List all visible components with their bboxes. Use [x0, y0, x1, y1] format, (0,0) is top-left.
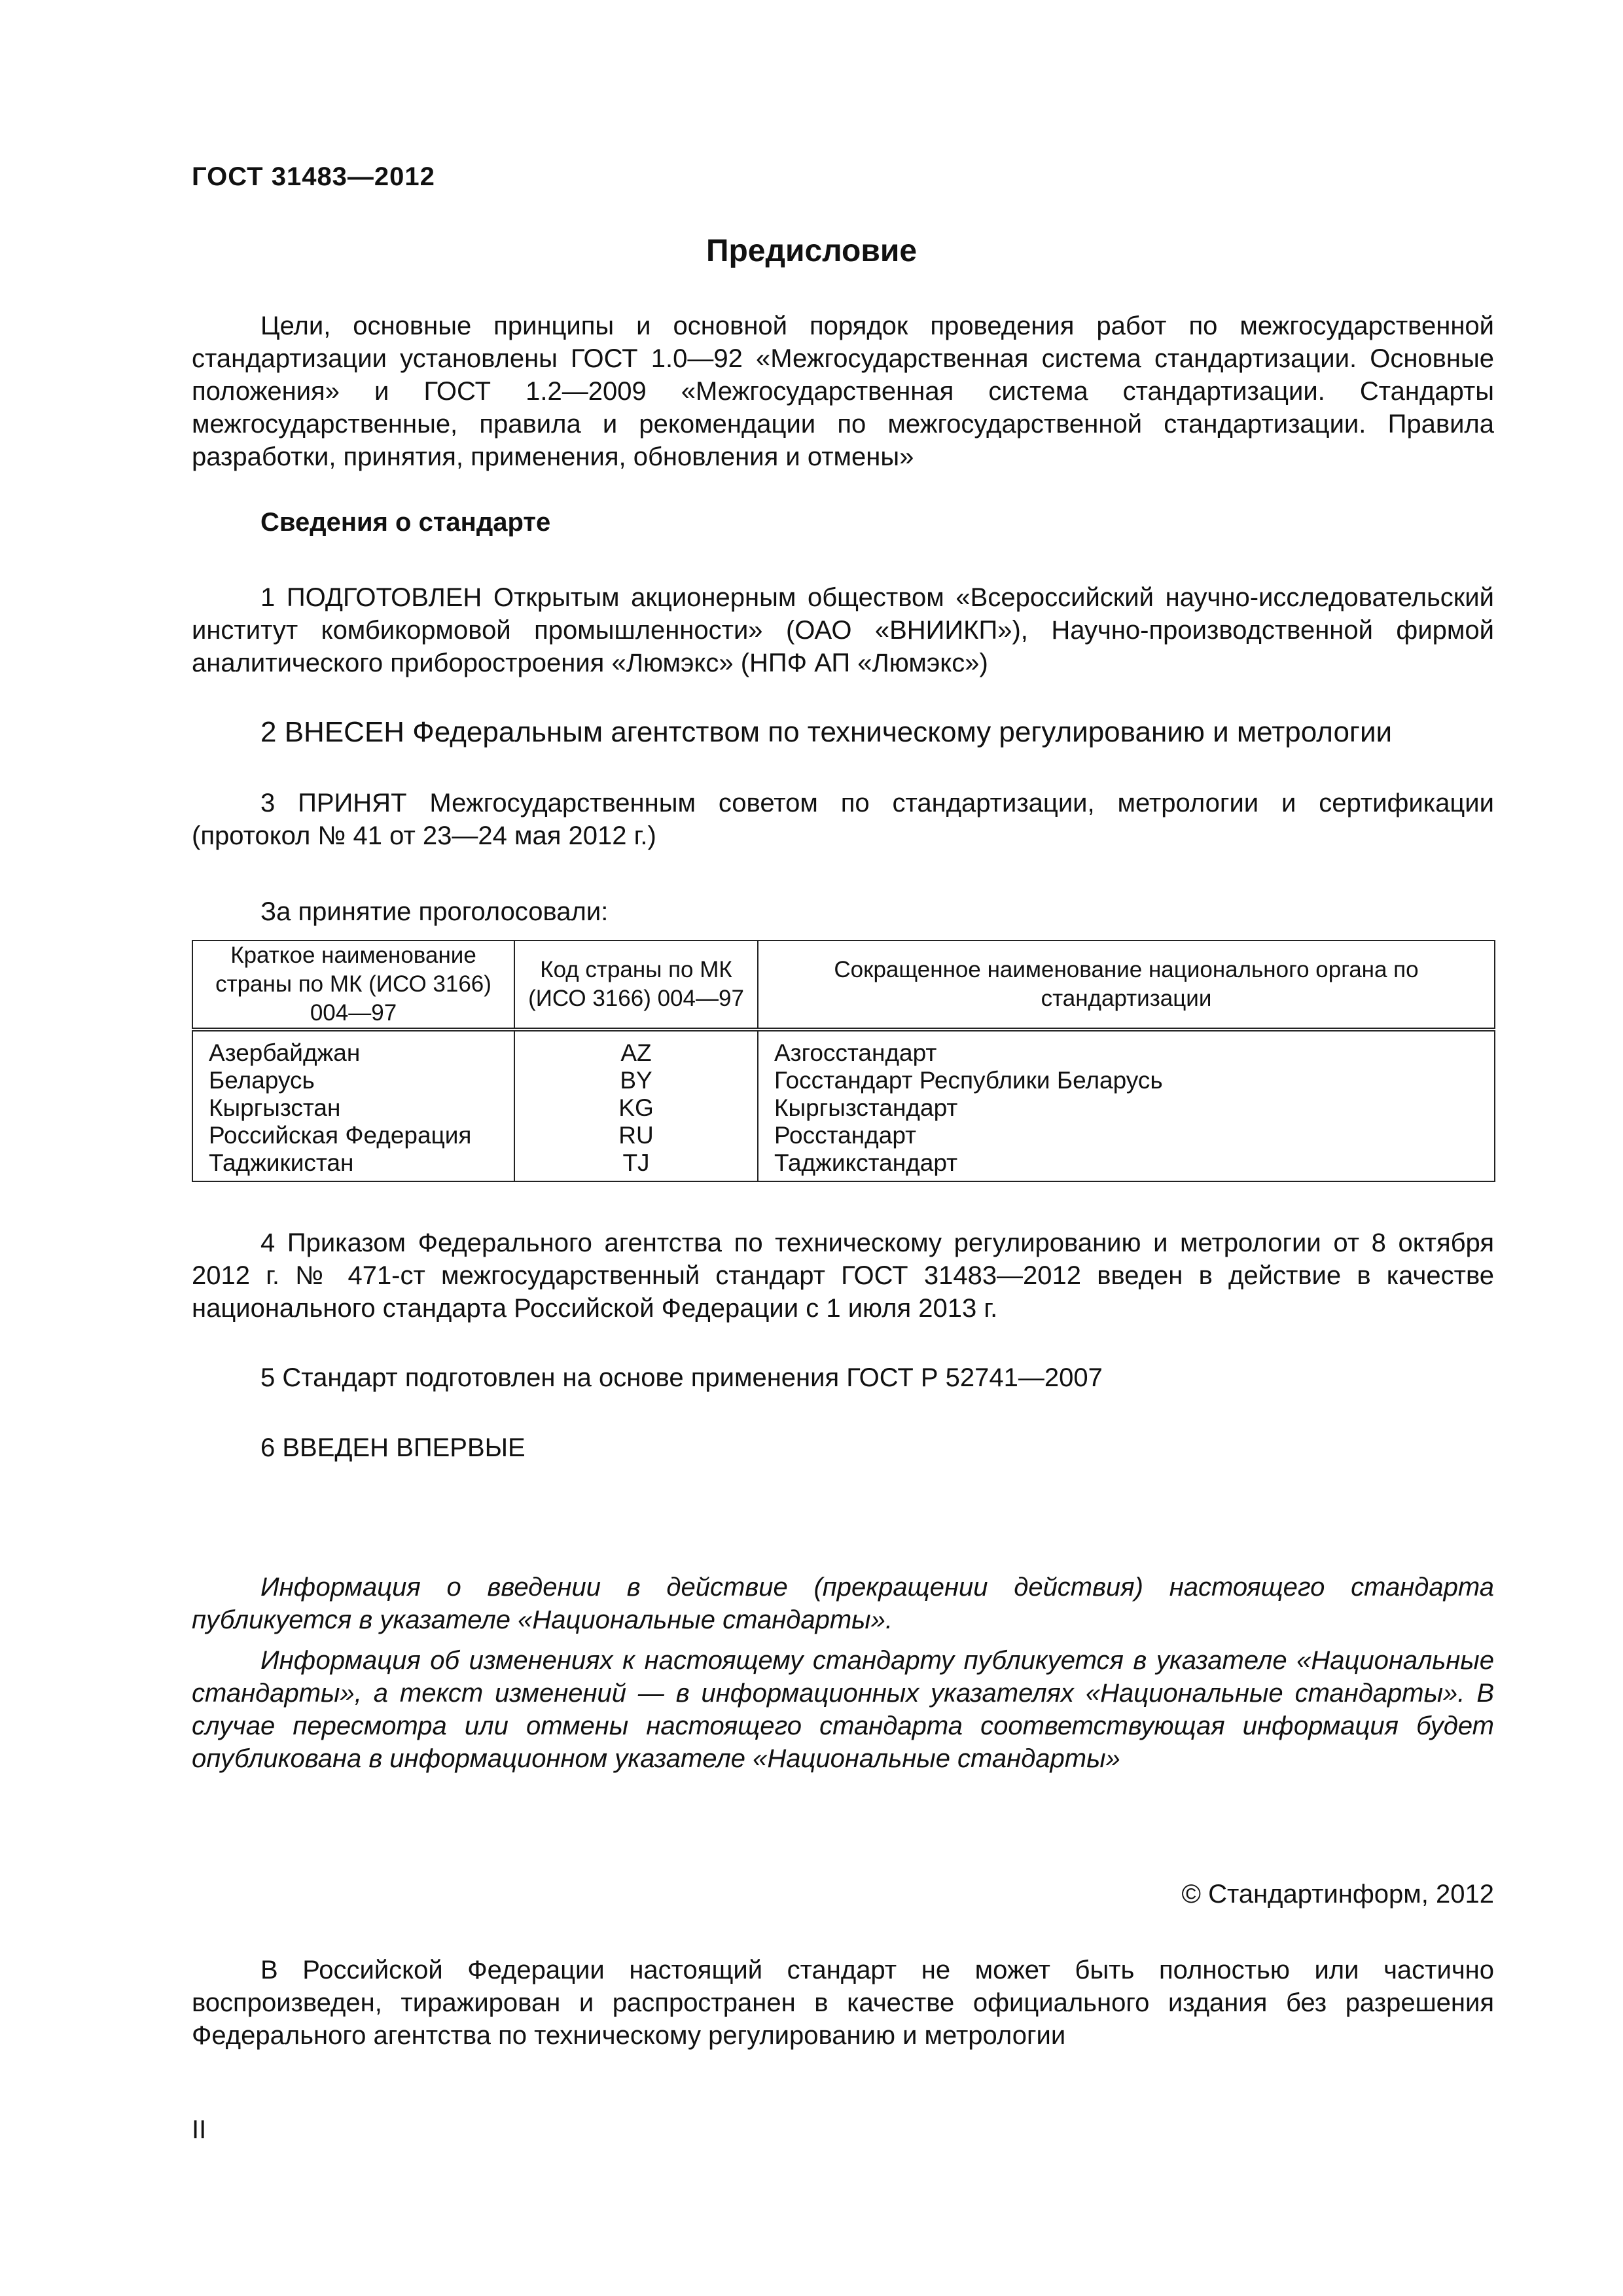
- code-cell: RU: [514, 1122, 758, 1149]
- code-cell: AZ: [514, 1030, 758, 1067]
- item-1-prepared: 1 ПОДГОТОВЛЕН Открытым акционерным обществом «Всероссийский научно-исследовательский институт комбикормовой промышленности» (ОАО «ВНИИКП»), Научно-производственной фирмой аналитического приборостроения «Люмэкс» (НПФ АП «Люмэкс»): [192, 583, 1494, 677]
- national-body-cell: Азгосстандарт: [758, 1030, 1495, 1067]
- code-cell: KG: [514, 1094, 758, 1122]
- country-cell: Кыргызстан: [192, 1094, 514, 1122]
- country-cell: Российская Федерация: [192, 1122, 514, 1149]
- country-cell: Таджикистан: [192, 1149, 514, 1181]
- vote-table-header: [192, 941, 1495, 1030]
- header-national-body: Сокращенное наименование национального органа по стандартизации: [758, 941, 1495, 1030]
- note-changes-info: Информация об изменениях к настоящему стандарту публикуется в указателе «Национальные стандарты», а текст изменений — в информационных указателях «Национальные стандарты». В случае пересмотра или отмены настоящего стандарта соответствующая информация будет опубликована в информационном указателе «Национальные стандарты»: [192, 1646, 1494, 1773]
- item-2-submitted: 2 ВНЕСЕН Федеральным агентством по техническому регулированию и метрологии: [260, 716, 1393, 748]
- table-row: [192, 1149, 1495, 1181]
- item-5-basis: 5 Стандарт подготовлен на основе применения ГОСТ Р 52741—2007: [260, 1363, 1103, 1392]
- document-code: ГОСТ 31483—2012: [192, 162, 435, 191]
- table-row: [192, 1122, 1495, 1149]
- intro-paragraph: Цели, основные принципы и основной порядок проведения работ по межгосударственной стандартизации установлены ГОСТ 1.0—92 «Межгосударственная система стандартизации. Основные положения» и ГОСТ 1.2—2009 «Межгосударственная система стандартизации. Стандарты межгосударственные, правила и рекомендации по межгосударственной стандартизации. Правила разработки, принятия, применения, обновления и отмены»: [192, 312, 1494, 471]
- code-cell: TJ: [514, 1149, 758, 1181]
- item-6-introduced: 6 ВВЕДЕН ВПЕРВЫЕ: [260, 1433, 526, 1462]
- item-3-adopted: 3 ПРИНЯТ Межгосударственным советом по стандартизации, метрологии и сертификации (протокол № 41 от 23—24 мая 2012 г.): [192, 789, 1494, 850]
- national-body-cell: Госстандарт Республики Беларусь: [758, 1067, 1495, 1094]
- info-heading: Сведения о стандарте: [260, 508, 551, 537]
- country-cell: Азербайджан: [192, 1030, 514, 1067]
- table-row: [192, 1030, 1495, 1067]
- rights-notice: В Российской Федерации настоящий стандарт не может быть полностью или частично воспроизведен, тиражирован и распространен в качестве официального издания без разрешения Федерального агентства по техническому регулированию и метрологии: [192, 1956, 1494, 2050]
- page-title: Предисловие: [705, 234, 918, 268]
- national-body-cell: Росстандарт: [758, 1122, 1495, 1149]
- copyright: © Стандартинформ, 2012: [1181, 1880, 1494, 1909]
- note-enforcement-info: Информация о введении в действие (прекращении действия) настоящего стандарта публикуется в указателе «Национальные стандарты».: [192, 1573, 1494, 1634]
- vote-table: [192, 940, 1495, 1182]
- country-cell: Беларусь: [192, 1067, 514, 1094]
- header-country: Краткое наименование страны по МК (ИСО 3166) 004—97: [192, 941, 514, 1030]
- code-cell: BY: [514, 1067, 758, 1094]
- national-body-cell: Кыргызстандарт: [758, 1094, 1495, 1122]
- header-code: Код страны по МК (ИСО 3166) 004—97: [514, 941, 758, 1030]
- table-row: [192, 1067, 1495, 1094]
- national-body-cell: Таджикстандарт: [758, 1149, 1495, 1181]
- table-row: [192, 1094, 1495, 1122]
- page-number: II: [192, 2115, 207, 2144]
- vote-intro: За принятие проголосовали:: [260, 897, 609, 926]
- item-4-order: 4 Приказом Федерального агентства по техническому регулированию и метрологии от 8 октября 2012 г. № 471-ст межгосударственный стандарт ГОСТ 31483—2012 введен в действие в качестве национального стандарта Российской Федерации с 1 июля 2013 г.: [192, 1229, 1494, 1323]
